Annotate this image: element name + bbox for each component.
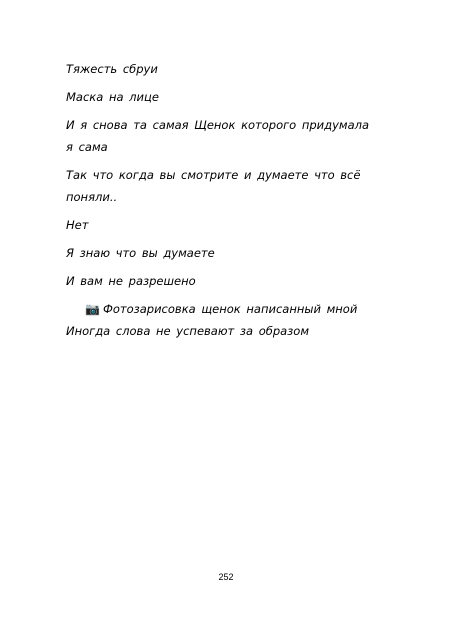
poem-line: Нет: [66, 218, 89, 232]
poem-stanza: [66, 114, 386, 158]
page-number: 252: [218, 572, 234, 582]
poem-line: поняли..: [66, 190, 118, 204]
caption-line: [66, 298, 386, 320]
camera-icon: 📷: [85, 302, 100, 316]
poem-stanza: [66, 86, 386, 108]
poem-line: Маска на лице: [66, 90, 159, 104]
caption-line: Иногда слова не успевают за образом: [66, 324, 309, 338]
poem-stanza: [66, 214, 386, 236]
poem-line: я сама: [66, 140, 108, 154]
poem-line: Так что когда вы смотрите и думаете что всё: [66, 168, 361, 182]
poem-line: Я знаю что вы думаете: [66, 246, 215, 260]
poem-line: И вам не разрешено: [66, 274, 196, 288]
caption-text: Фотозарисовка щенок написанный мной: [102, 302, 358, 316]
photo-caption: [66, 298, 386, 342]
poem-stanza: [66, 242, 386, 264]
poem-stanza: [66, 270, 386, 292]
poem-stanza: [66, 164, 386, 208]
poem-line: Тяжесть сбруи: [66, 62, 158, 76]
poem-stanza: [66, 58, 386, 80]
poem-line: И я снова та самая Щенок которого придумала: [66, 118, 370, 132]
poem-text: [66, 58, 386, 342]
